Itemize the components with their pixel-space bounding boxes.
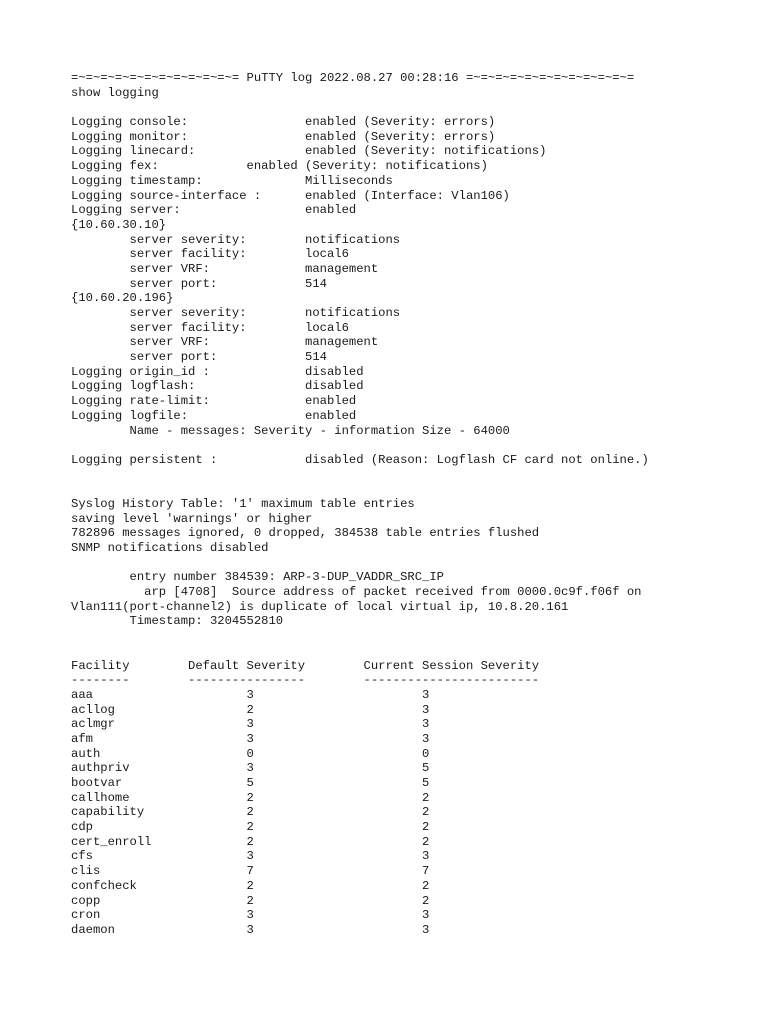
blank-line (71, 100, 751, 115)
table-row: daemon 3 3 (71, 922, 430, 937)
blank-line (71, 644, 751, 659)
config-line: {10.60.30.10} (71, 217, 167, 232)
config-line: Logging logflash: disabled (71, 379, 364, 394)
config-line: Name - messages: Severity - information Size - 64000 (71, 423, 510, 438)
config-line: Logging timestamp: Milliseconds (71, 173, 393, 188)
config-line: server VRF: management (71, 335, 379, 350)
table-row: afm 3 3 (71, 731, 430, 746)
table-row: capability 2 2 (71, 805, 430, 820)
blank-line (71, 438, 751, 453)
syslog-history-block (71, 497, 751, 556)
config-line: Logging fex: enabled (Severity: notifications) (71, 159, 488, 174)
config-line: server severity: notifications (71, 232, 401, 247)
config-line: server VRF: management (71, 261, 379, 276)
facility-table (71, 659, 751, 938)
config-line: Logging origin_id : disabled (71, 364, 364, 379)
table-row: acllog 2 3 (71, 702, 430, 717)
config-line: server facility: local6 (71, 247, 349, 262)
table-row: confcheck 2 2 (71, 878, 430, 893)
entry-line: Vlan111(port-channel2) is duplicate of local virtual ip, 10.8.20.161 (71, 599, 569, 614)
command-line: show logging (71, 85, 159, 100)
table-row: cfs 3 3 (71, 849, 430, 864)
table-row: cert_enroll 2 2 (71, 834, 430, 849)
config-line: Logging console: enabled (Severity: errors) (71, 115, 496, 130)
config-line: server port: 514 (71, 350, 327, 365)
config-line: Logging server: enabled (71, 203, 357, 218)
config-line: server facility: local6 (71, 320, 349, 335)
config-line: server severity: notifications (71, 306, 401, 320)
history-entry-block (71, 570, 751, 629)
blank-line (71, 468, 751, 483)
blank-line (71, 482, 751, 497)
persistent-line: Logging persistent : disabled (Reason: Logflash CF card not online.) (71, 452, 649, 467)
syslog-line: saving level 'warnings' or higher (71, 511, 313, 526)
syslog-line: SNMP notifications disabled (71, 541, 269, 555)
blank-line (71, 556, 751, 571)
blank-line (71, 629, 751, 644)
table-row: auth 0 0 (71, 746, 430, 761)
config-line: {10.60.20.196} (71, 291, 174, 306)
table-row: cron 3 3 (71, 908, 430, 923)
log-header-line: =~=~=~=~=~=~=~=~=~=~=~= PuTTY log 2022.08.27 00:28:16 =~=~=~=~=~=~=~=~=~=~=~= (71, 71, 635, 85)
document-page (71, 71, 751, 938)
config-line: Logging source-interface : enabled (Interface: Vlan106) (71, 188, 510, 203)
syslog-line: 782896 messages ignored, 0 dropped, 384538 table entries flushed (71, 526, 540, 541)
entry-line: arp [4708] Source address of packet received from 0000.0c9f.f06f on (71, 585, 642, 600)
table-row: cdp 2 2 (71, 820, 430, 835)
table-row: aclmgr 3 3 (71, 717, 430, 732)
table-row: bootvar 5 5 (71, 776, 430, 790)
table-row: aaa 3 3 (71, 687, 430, 702)
table-row: copp 2 2 (71, 893, 430, 908)
config-line: Logging logfile: enabled (71, 408, 357, 423)
table-header: Facility Default Severity Current Session Severity (71, 658, 540, 673)
config-line: Logging linecard: enabled (Severity: notifications) (71, 144, 547, 159)
config-line: Logging monitor: enabled (Severity: errors) (71, 129, 496, 144)
logging-config-block (71, 115, 751, 438)
config-line: Logging rate-limit: enabled (71, 394, 357, 409)
table-separator: -------- ---------------- ------------------------ (71, 673, 540, 688)
table-row: callhome 2 2 (71, 790, 430, 805)
config-line: server port: 514 (71, 276, 327, 291)
entry-line: entry number 384539: ARP-3-DUP_VADDR_SRC_IP (71, 570, 444, 585)
table-row: clis 7 7 (71, 864, 430, 879)
entry-line: Timestamp: 3204552810 (71, 614, 284, 629)
syslog-line: Syslog History Table: '1' maximum table entries (71, 496, 415, 511)
table-row: authpriv 3 5 (71, 761, 430, 776)
